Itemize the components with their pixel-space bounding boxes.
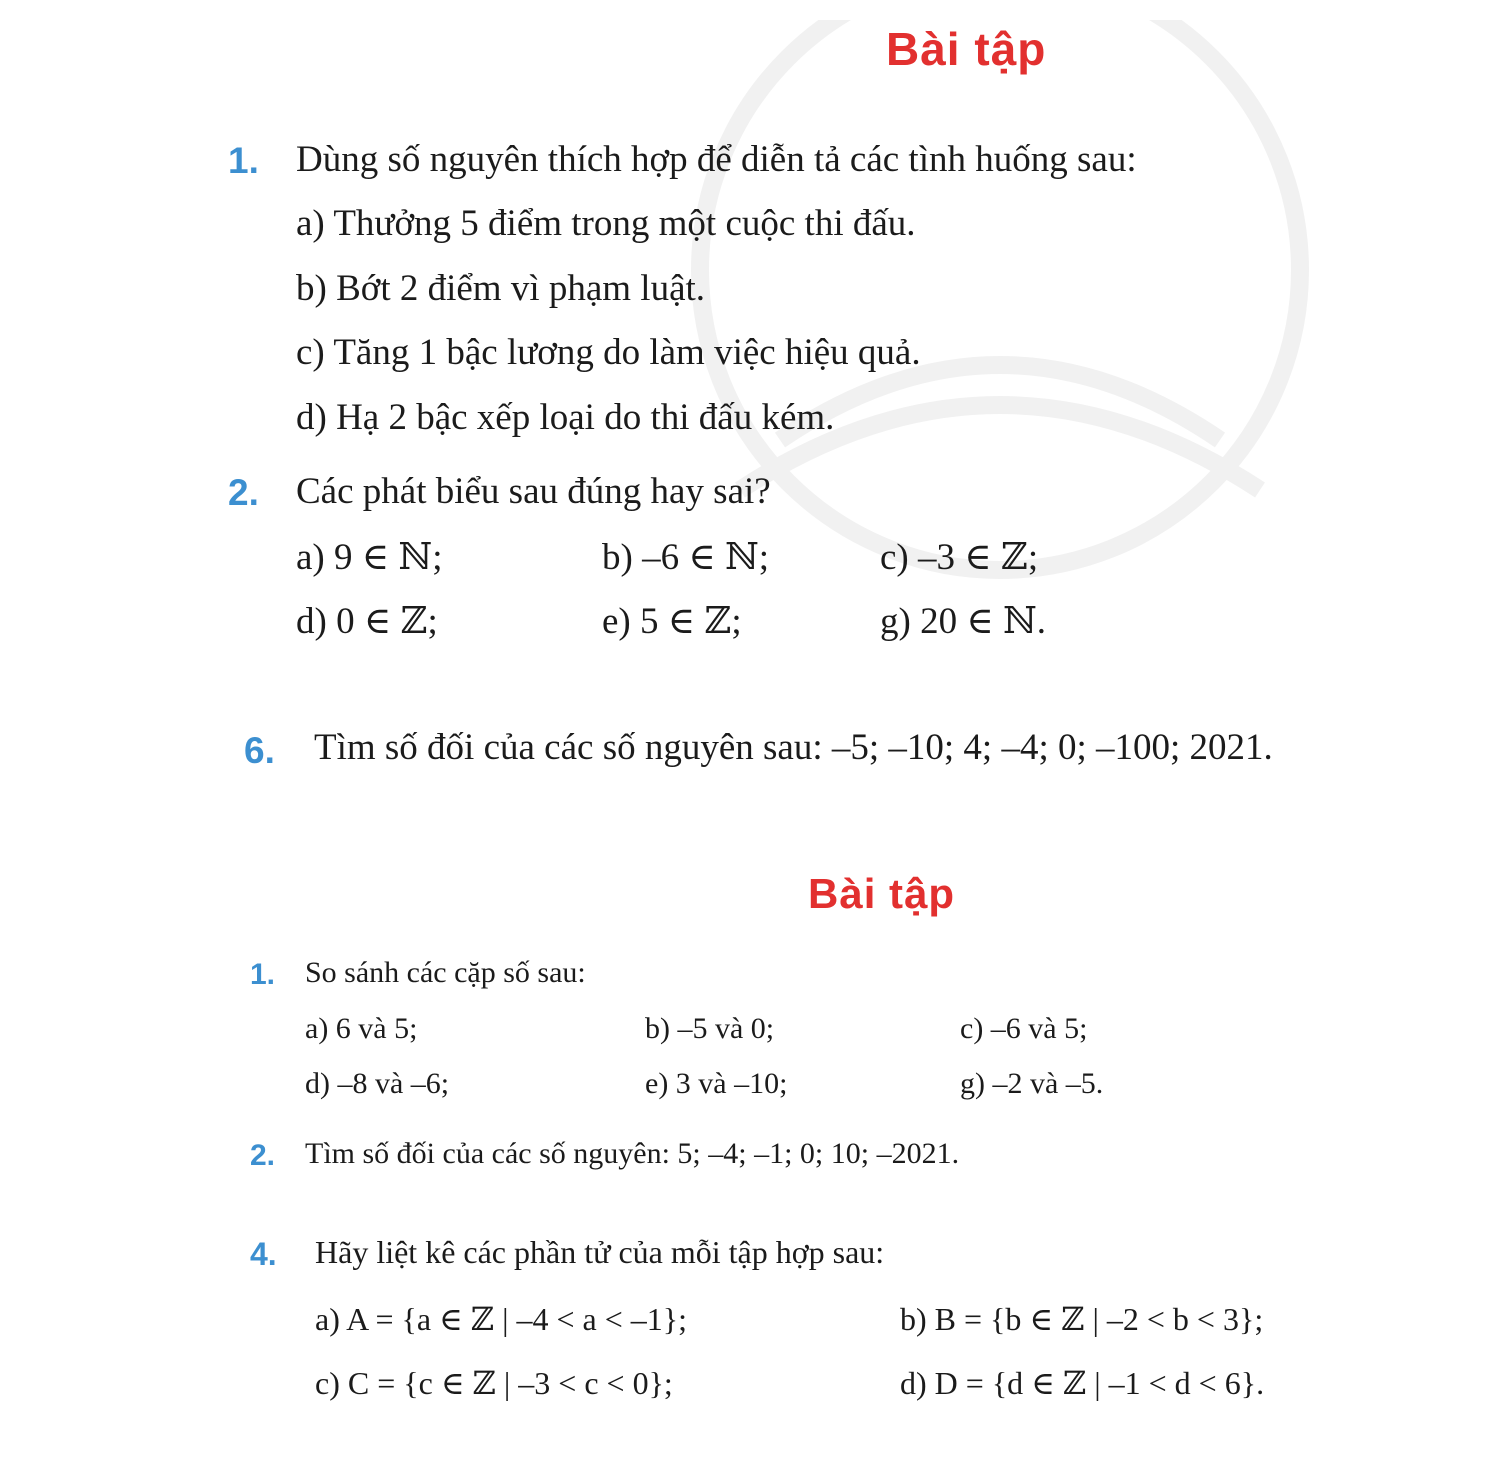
section1-q1-item-a: a) Thưởng 5 điểm trong một cuộc thi đấu. (296, 203, 916, 244)
section2-q4-text: Hãy liệt kê các phần tử của mỗi tập hợp sau: (315, 1234, 885, 1270)
section2-q1-item-a: a) 6 và 5; (305, 1012, 418, 1045)
section2-q1-item-d: d) –8 và –6; (305, 1067, 450, 1100)
section2-q4-item-a: a) A = {a ∈ ℤ | –4 < a < –1}; (315, 1301, 688, 1337)
section1-q1-item-c: c) Tăng 1 bậc lương do làm việc hiệu quả. (296, 332, 921, 373)
section1-q1-item-d: d) Hạ 2 bậc xếp loại do thi đấu kém. (296, 397, 835, 438)
section1-q2-text: Các phát biểu sau đúng hay sai? (296, 471, 771, 512)
section1-q2-item-b: b) –6 ∈ ℕ; (602, 537, 770, 578)
section1-q2-item-g: g) 20 ∈ ℕ. (880, 601, 1047, 642)
section1-q2-item-c: c) –3 ∈ ℤ; (880, 537, 1039, 578)
section1-q1-text: Dùng số nguyên thích hợp để diễn tả các tình huống sau: (296, 139, 1137, 180)
section2-q2-text: Tìm số đối của các số nguyên: 5; –4; –1; 0; 10; –2021. (305, 1137, 960, 1170)
section1-q2-item-a: a) 9 ∈ ℕ; (296, 537, 443, 578)
section2-q1-item-g: g) –2 và –5. (960, 1067, 1104, 1100)
section1-q2-number: 2. (228, 472, 259, 513)
section2-q4-item-b: b) B = {b ∈ ℤ | –2 < b < 3}; (900, 1301, 1264, 1337)
section1-q6-text: Tìm số đối của các số nguyên sau: –5; –10; 4; –4; 0; –100; 2021. (314, 727, 1273, 768)
section1-q1-item-b: b) Bớt 2 điểm vì phạm luật. (296, 268, 706, 309)
section2-q1-text: So sánh các cặp số sau: (305, 956, 586, 989)
section1-q1-number: 1. (228, 140, 259, 181)
section1-q2-item-d: d) 0 ∈ ℤ; (296, 601, 438, 642)
section2-q4-item-d: d) D = {d ∈ ℤ | –1 < d < 6}. (900, 1365, 1265, 1401)
section2-q1-item-c: c) –6 và 5; (960, 1012, 1088, 1045)
section2-q2-number: 2. (250, 1139, 276, 1172)
section1-title: Bài tập (886, 23, 1047, 75)
section2-q1-number: 1. (250, 958, 276, 991)
section2-q1-item-e: e) 3 và –10; (645, 1067, 788, 1100)
section1-q6-number: 6. (244, 730, 275, 771)
section2-title: Bài tập (808, 870, 956, 917)
section2-q1-item-b: b) –5 và 0; (645, 1012, 775, 1045)
section1-q2-item-e: e) 5 ∈ ℤ; (602, 601, 742, 642)
section2-q4-item-c: c) C = {c ∈ ℤ | –3 < c < 0}; (315, 1365, 673, 1401)
section2-q4-number: 4. (250, 1236, 277, 1272)
